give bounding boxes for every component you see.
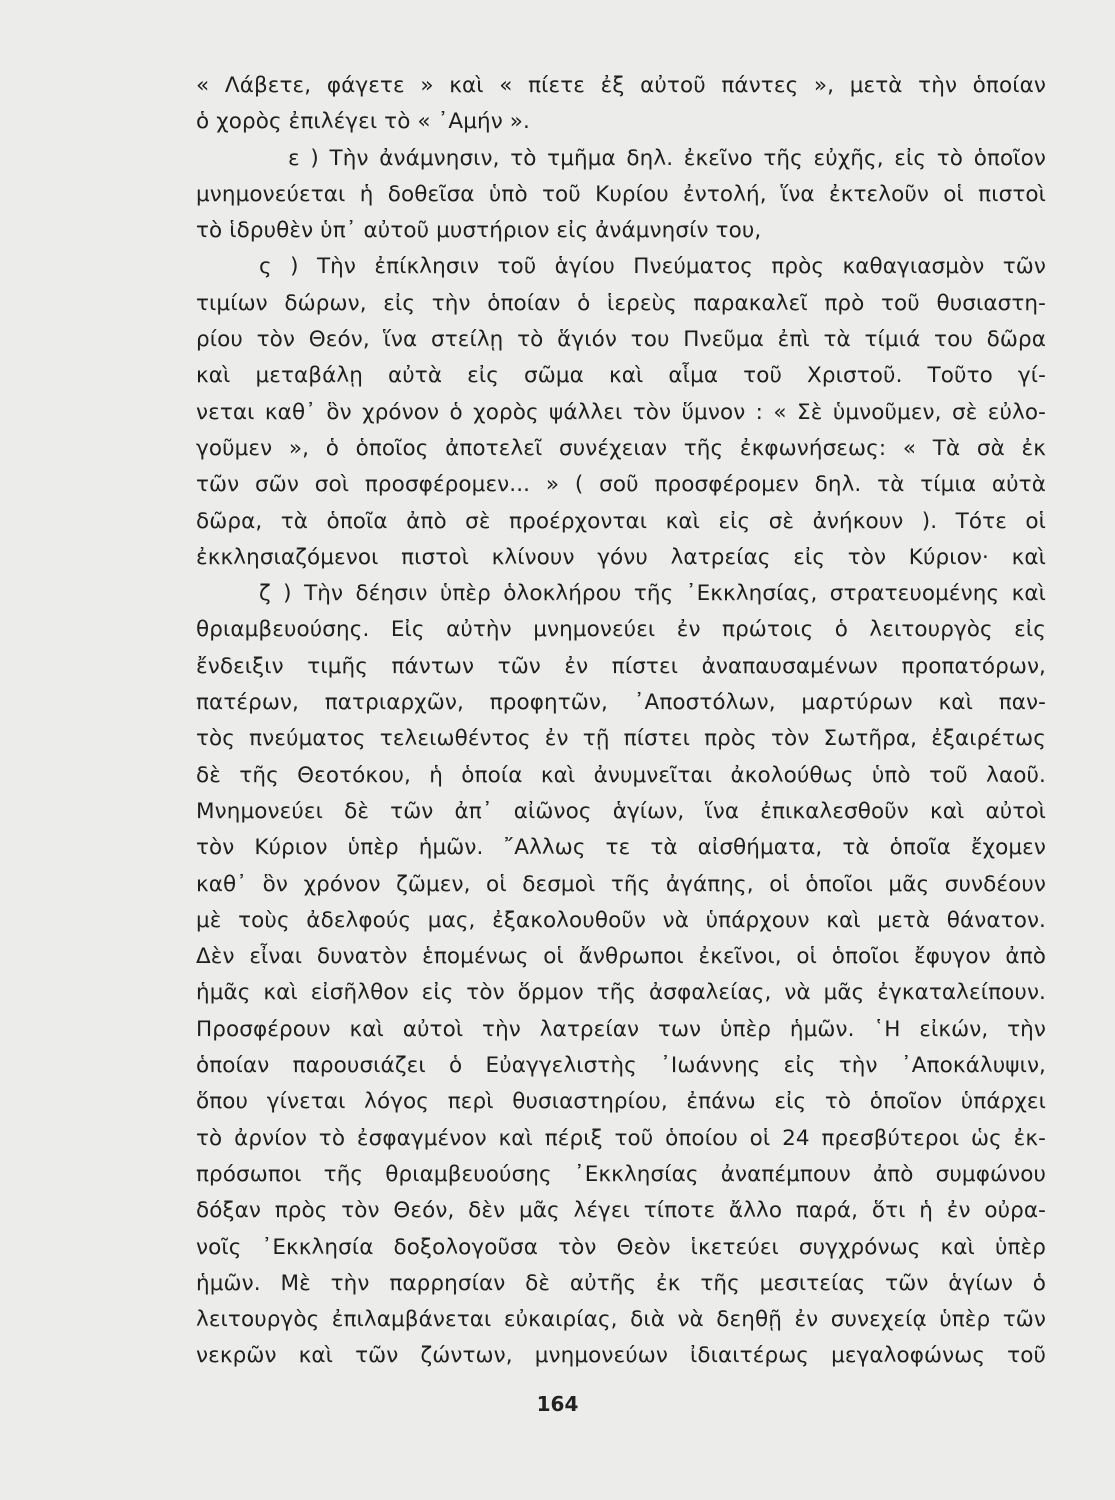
text-line: ὁποίαν παρουσιάζει ὁ Εὐαγγελιστὴς ᾿Ιωάννης εἰς τὴν ᾿Αποκάλυψιν, — [196, 1053, 1046, 1079]
text-line: θριαμβευούσης. Εἰς αὐτὴν μνημονεύει ἐν πρώτοις ὁ λειτουργὸς εἰς — [196, 617, 1046, 643]
text-line: πατέρων, πατριαρχῶν, προφητῶν, ᾿Αποστόλων, μαρτύρων καὶ παν- — [196, 690, 1046, 716]
page-number: 164 — [536, 1392, 579, 1416]
text-line: ζ ) Τὴν δέησιν ὑπὲρ ὁλοκλήρου τῆς ᾿Εκκλησίας, στρατευομένης καὶ — [259, 581, 1046, 607]
text-line: δῶρα, τὰ ὁποῖα ἀπὸ σὲ προέρχονται καὶ εἰς σὲ ἀνήκουν ). Τότε οἱ — [196, 508, 1046, 534]
text-line: τὸ ἱδρυθὲν ὑπ᾿ αὐτοῦ μυστήριον εἰς ἀνάμνησίν του, — [196, 218, 762, 244]
text-line: τὸς πνεύματος τελειωθέντος ἐν τῇ πίστει πρὸς τὸν Σωτῆρα, ἐξαιρέτως — [196, 726, 1046, 752]
text-line: καθ᾿ ὃν χρόνον ζῶμεν, οἱ δεσμοὶ τῆς ἀγάπης, οἱ ὁποῖοι μᾶς συνδέουν — [196, 871, 1046, 897]
text-line: ἡμᾶς καὶ εἰσῆλθον εἰς τὸν ὅρμον τῆς ἀσφαλείας, νὰ μᾶς ἐγκαταλείπουν. — [196, 980, 1046, 1006]
text-line: τὸν Κύριον ὑπὲρ ἡμῶν. ῎Αλλως τε τὰ αἰσθήματα, τὰ ὁποῖα ἔχομεν — [196, 835, 1046, 861]
text-line: δὲ τῆς Θεοτόκου, ἡ ὁποία καὶ ἀνυμνεῖται ἀκολούθως ὑπὸ τοῦ λαοῦ. — [196, 762, 1046, 788]
text-line: νεται καθ᾿ ὃν χρόνον ὁ χορὸς ψάλλει τὸν ὕμνον : « Σὲ ὑμνοῦμεν, σὲ εὐλο- — [196, 399, 1046, 425]
text-line: νοῖς ᾿Εκκλησία δοξολογοῦσα τὸν Θεὸν ἱκετεύει συγχρόνως καὶ ὑπὲρ — [196, 1234, 1046, 1260]
text-line: Δὲν εἶναι δυνατὸν ἑπομένως οἱ ἄνθρωποι ἐκεῖνοι, οἱ ὁποῖοι ἔφυγον ἀπὸ — [196, 944, 1046, 970]
text-line: τῶν σῶν σοὶ προσφέρομεν... » ( σοῦ προσφέρομεν δηλ. τὰ τίμια αὐτὰ — [196, 472, 1046, 498]
text-line: ὁ χορὸς ἐπιλέγει τὸ « ᾿Αμήν ». — [196, 109, 530, 135]
text-line: νεκρῶν καὶ τῶν ζώντων, μνημονεύων ἰδιαιτέρως μεγαλοφώνως τοῦ — [196, 1343, 1046, 1369]
text-line: καὶ μεταβάλῃ αὐτὰ εἰς σῶμα καὶ αἷμα τοῦ Χριστοῦ. Τοῦτο γί- — [196, 363, 1046, 389]
text-line: « Λάβετε, φάγετε » καὶ « πίετε ἐξ αὐτοῦ πάντες », μετὰ τὴν ὁποίαν — [196, 73, 1046, 98]
text-line: δόξαν πρὸς τὸν Θεόν, δὲν μᾶς λέγει τίποτε ἄλλο παρά, ὅτι ἡ ἐν οὐρα- — [196, 1198, 1046, 1224]
text-line: ε ) Τὴν ἀνάμνησιν, τὸ τμῆμα δηλ. ἐκεῖνο τῆς εὐχῆς, εἰς τὸ ὁποῖον — [288, 145, 1046, 171]
text-line: λειτουργὸς ἐπιλαμβάνεται εὐκαιρίας, διὰ νὰ δεηθῇ ἐν συνεχείᾳ ὑπὲρ τῶν — [196, 1307, 1046, 1333]
text-line: μὲ τοὺς ἀδελφούς μας, ἐξακολουθοῦν νὰ ὑπάρχουν καὶ μετὰ θάνατον. — [196, 907, 1046, 933]
text-line: ἐκκλησιαζόμενοι πιστοὶ κλίνουν γόνυ λατρείας εἰς τὸν Κύριον· καὶ — [196, 544, 1046, 570]
text-line: ὅπου γίνεται λόγος περὶ θυσιαστηρίου, ἐπάνω εἰς τὸ ὁποῖον ὑπάρχει — [196, 1089, 1046, 1115]
text-line: Προσφέρουν καὶ αὐτοὶ τὴν λατρείαν των ὑπὲρ ἡμῶν. ῾Η εἰκών, τὴν — [196, 1016, 1046, 1042]
text-line: ἡμῶν. Μὲ τὴν παρρησίαν δὲ αὐτῆς ἐκ τῆς μεσιτείας τῶν ἁγίων ὁ — [196, 1270, 1046, 1296]
body-text — [196, 68, 1046, 1375]
text-line: ς ) Τὴν ἐπίκλησιν τοῦ ἁγίου Πνεύματος πρὸς καθαγιασμὸν τῶν — [259, 254, 1046, 280]
text-line: τὸ ἀρνίον τὸ ἐσφαγμένον καὶ πέριξ τοῦ ὁποίου οἱ 24 πρεσβύτεροι ὡς ἐκ- — [196, 1125, 1046, 1151]
text-line: ρίου τὸν Θεόν, ἵνα στείλῃ τὸ ἅγιόν του Πνεῦμα ἐπὶ τὰ τίμιά του δῶρα — [196, 327, 1046, 353]
text-line: γοῦμεν », ὁ ὁποῖος ἀποτελεῖ συνέχειαν τῆς ἐκφωνήσεως: « Τὰ σὰ ἐκ — [196, 435, 1046, 461]
text-line: μνημονεύεται ἡ δοθεῖσα ὑπὸ τοῦ Κυρίου ἐντολή, ἵνα ἐκτελοῦν οἱ πιστοὶ — [196, 181, 1046, 207]
text-line: ἔνδειξιν τιμῆς πάντων τῶν ἐν πίστει ἀναπαυσαμένων προπατόρων, — [196, 653, 1046, 679]
text-line: πρόσωποι τῆς θριαμβευούσης ᾿Εκκλησίας ἀναπέμπουν ἀπὸ συμφώνου — [196, 1161, 1046, 1187]
text-line: Μνημονεύει δὲ τῶν ἀπ᾿ αἰῶνος ἁγίων, ἵνα ἐπικαλεσθοῦν καὶ αὐτοὶ — [196, 798, 1046, 824]
text-line: τιμίων δώρων, εἰς τὴν ὁποίαν ὁ ἱερεὺς παρακαλεῖ πρὸ τοῦ θυσιαστη- — [196, 290, 1046, 316]
